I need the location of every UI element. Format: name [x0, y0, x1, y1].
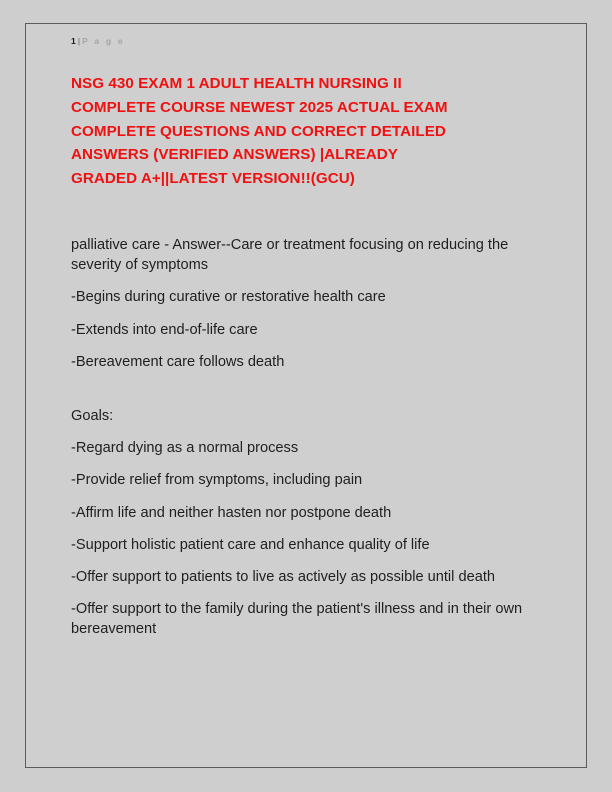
body-paragraph: -Extends into end-of-life care [71, 321, 258, 338]
page-header-separator: | [77, 36, 81, 46]
document-title-line: NSG 430 EXAM 1 ADULT HEALTH NURSING II [71, 75, 402, 92]
document-title-line: COMPLETE COURSE NEWEST 2025 ACTUAL EXAM [71, 98, 448, 116]
body-paragraph: -Regard dying as a normal process [71, 440, 299, 457]
document-title-line: GRADED A+||LATEST VERSION!!(GCU) [71, 170, 355, 188]
title-body-spacer [71, 191, 543, 235]
page-header-label: P a g e [82, 36, 125, 46]
document-title-line: COMPLETE QUESTIONS AND CORRECT DETAILED [71, 122, 446, 140]
body-paragraph: -Offer support to the family during the patient's illness and in their own bereavement [71, 601, 523, 638]
body-paragraph: -Offer support to patients to live as actively as possible until death [71, 569, 495, 586]
document-title-line: ANSWERS (VERIFIED ANSWERS) |ALREADY [71, 146, 398, 164]
body-paragraph: -Affirm life and neither hasten nor postpone death [71, 504, 392, 521]
body-paragraph: -Begins during curative or restorative health care [71, 289, 386, 306]
document-page [25, 23, 587, 768]
document-title [71, 72, 526, 191]
document-body [71, 235, 543, 640]
page-content [71, 34, 543, 640]
page-number-header [71, 34, 543, 48]
body-paragraph: -Provide relief from symptoms, including pain [71, 472, 363, 489]
body-paragraph: -Support holistic patient care and enhance quality of life [71, 536, 430, 553]
goals-heading: Goals: [71, 408, 114, 424]
body-paragraph: palliative care - Answer--Care or treatment focusing on reducing the severity of symptoms [71, 236, 509, 274]
body-paragraph: -Bereavement care follows death [71, 353, 285, 370]
page-number: 1 [71, 36, 76, 46]
